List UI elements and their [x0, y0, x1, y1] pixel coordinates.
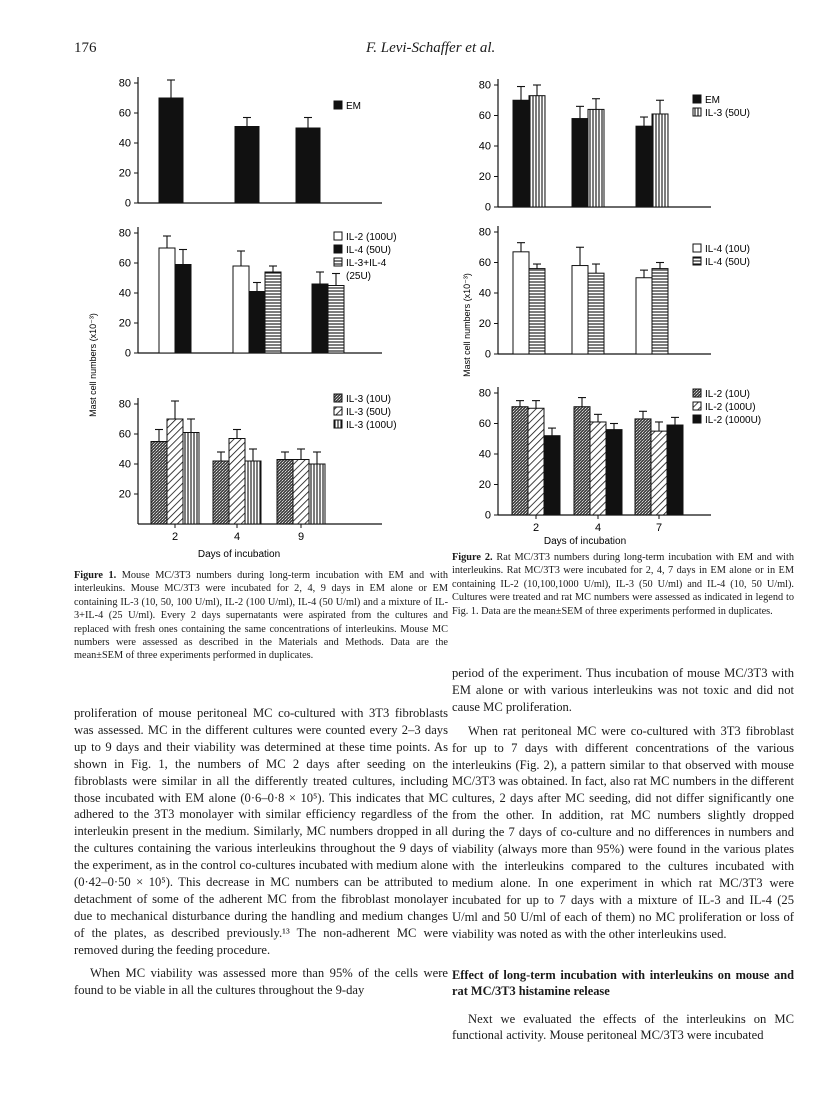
- left-column: [74, 705, 448, 998]
- legend-label-continued: (25U): [346, 271, 372, 282]
- x-tick-label: 4: [233, 531, 241, 543]
- y-tick-label: 40: [118, 458, 131, 471]
- y-tick-label: 20: [118, 488, 131, 501]
- legend-label: IL-3+IL-4: [346, 258, 387, 269]
- legend-label: IL-2 (10U): [705, 389, 751, 400]
- y-tick-label: 20: [478, 318, 491, 330]
- solid-box-icon: [334, 101, 342, 109]
- bar: [513, 100, 529, 207]
- figure-2-caption: [452, 551, 794, 618]
- figure-2-y-axis-label: Mast cell numbers (x10⁻³): [462, 273, 472, 377]
- bar: [296, 128, 320, 203]
- bar: [667, 425, 683, 515]
- bar: [293, 460, 309, 525]
- bar: [229, 439, 245, 525]
- bar: [590, 422, 606, 515]
- bar: [572, 266, 588, 354]
- figure-1-caption-label: Figure 1.: [74, 570, 117, 581]
- right-paragraph-2: When rat peritoneal MC were co-cultured with 3T3 fibroblast for up to 7 days with different concentrations of the various interleukins (Fig. 2), a pattern similar to that observed with mouse MC/3T3 was obtained. In fact, also rat MC numbers in the different cultures, 2 days after MC seeding, did not differ significantly one from the other. In addition, rat MC numbers slightly dropped during the 7 days of co-culture and no differences in numbers and viability (always more than 95%) were found in the various plates with the interleukins compared to the cultures incubated with medium alone. In one experiment in which rat MC/3T3 were incubated for up to 7 days with a mixture of IL-3 and IL-4 (25 U/ml and 50 U/ml of each of them) no MC proliferation or loss of viability was noted as with the other interleukins used.: [452, 723, 794, 941]
- bar: [544, 436, 560, 515]
- bar: [235, 127, 259, 204]
- bar: [183, 433, 199, 525]
- x-tick-label: 7: [655, 522, 663, 534]
- bar: [512, 407, 528, 515]
- bar: [574, 407, 590, 515]
- bar: [651, 431, 667, 515]
- open-box-icon: [334, 232, 342, 240]
- solid-box-icon: [693, 415, 701, 423]
- bar: [606, 430, 622, 515]
- bar: [529, 96, 545, 207]
- left-paragraph-1: proliferation of mouse peritoneal MC co-cultured with 3T3 fibroblasts was assessed. MC in the different cultures were counted every 2–3 days up to 9 days and their viability was determined at these time points. As shown in Fig. 1, the numbers of MC 2 days after seeding on the fibroblasts were similar in all the differently treated cultures, including those incubated with EM alone (0·6–0·8 × 10⁵). This indicates that MC adhered to the 3T3 monolayer with similar efficiency regardless of the interleukin present in the medium. Similarly, MC numbers dropped in all the cultures containing the various interleukins throughout the 9 days of the experiment, as in the control co-cultures incubated with medium alone (0·42–0·50 × 10⁵). This decrease in MC numbers can be attributed to detachment of some of the adherent MC from the fibroblast monolayer due to mechanical disturbance during the handling and medium changes of the plates, as described previously.¹³ The non-adherent MC were removed during the feeding procedure.: [74, 706, 448, 957]
- y-tick-label: 40: [478, 287, 491, 300]
- figure-1: [70, 65, 450, 565]
- vertical-hatch-box-icon: [693, 108, 701, 116]
- y-tick-label: 0: [484, 348, 491, 361]
- legend-label: IL-3 (10U): [346, 394, 392, 405]
- figure-1-x-axis-label: Days of incubation: [197, 549, 281, 560]
- dotted-box-icon: [334, 394, 342, 402]
- bar: [588, 273, 604, 354]
- right-column: [452, 665, 794, 1044]
- bar: [312, 284, 328, 353]
- figure-1-panel-c: [119, 394, 397, 543]
- solid-box-icon: [334, 245, 342, 253]
- bar: [249, 292, 265, 354]
- y-tick-label: 20: [118, 317, 131, 330]
- y-tick-label: 20: [478, 479, 491, 491]
- horizontal-hatch-box-icon: [693, 257, 701, 265]
- legend-label: EM: [346, 101, 361, 112]
- y-tick-label: 80: [478, 226, 491, 239]
- legend-label: IL-2 (1000U): [705, 415, 762, 426]
- bar: [159, 248, 175, 353]
- bar: [265, 272, 281, 353]
- bar: [636, 278, 652, 354]
- legend-label: IL-2 (100U): [705, 402, 756, 413]
- figure-1-panel-b: [119, 227, 397, 360]
- bar: [151, 442, 167, 525]
- bar: [328, 286, 344, 354]
- bar: [213, 461, 229, 524]
- right-paragraph-1: period of the experiment. Thus incubation of mouse MC/3T3 with EM alone or with various interleukins was not toxic and did not cause MC proliferation.: [452, 666, 794, 714]
- left-paragraph-2: When MC viability was assessed more than 95% of the cells were found to be viable in all the cultures throughout the 9-day: [74, 965, 448, 997]
- y-tick-label: 0: [484, 509, 491, 522]
- x-tick-label: 9: [297, 531, 305, 543]
- y-tick-label: 0: [124, 197, 131, 210]
- y-tick-label: 80: [478, 387, 491, 400]
- figure-2-panel-b: [479, 226, 750, 361]
- bar: [233, 266, 249, 353]
- figure-2-x-axis-label: Days of incubation: [543, 536, 627, 547]
- figure-2-panel-a: [479, 79, 750, 214]
- figure-2-panel-c: [479, 387, 761, 534]
- horizontal-hatch-box-icon: [334, 258, 342, 266]
- diagonal-hatch-box-icon: [693, 402, 701, 410]
- bar: [277, 460, 293, 525]
- figure-2-caption-label: Figure 2.: [452, 552, 493, 563]
- bar: [588, 109, 604, 207]
- bar: [245, 461, 261, 524]
- section-heading: Effect of long-term incubation with interleukins on mouse and rat MC/3T3 histamine release: [452, 967, 794, 998]
- legend-label: IL-4 (50U): [346, 245, 392, 256]
- legend-label: IL-3 (50U): [705, 108, 751, 119]
- bar: [175, 265, 191, 354]
- legend-label: IL-3 (50U): [346, 407, 392, 418]
- y-tick-label: 80: [118, 398, 131, 411]
- bar: [159, 98, 183, 203]
- vertical-hatch-box-icon: [334, 420, 342, 428]
- y-tick-label: 80: [118, 77, 131, 90]
- y-tick-label: 60: [478, 257, 491, 269]
- bar: [513, 252, 529, 354]
- legend-label: IL-2 (100U): [346, 232, 397, 243]
- y-tick-label: 40: [478, 140, 491, 153]
- y-tick-label: 60: [478, 418, 491, 430]
- open-box-icon: [693, 244, 701, 252]
- bar: [652, 114, 668, 207]
- y-tick-label: 80: [478, 79, 491, 92]
- bar: [636, 126, 652, 207]
- page-number: 176: [74, 40, 97, 56]
- y-tick-label: 0: [484, 201, 491, 214]
- y-tick-label: 40: [118, 287, 131, 300]
- legend-label: IL-4 (10U): [705, 244, 751, 255]
- figure-1-caption-text: Mouse MC/3T3 numbers during long-term incubation with EM and with interleukins. Mouse MC/3T3 were incubated for 2, 4, 9 days in EM alone or EM containing IL-3 (10, 50, 100 U/ml), IL-2 (100 U/ml), IL-4 (50 U/ml) and a mixture of IL-3+IL-4 (25 U/ml). Every 2 days supernatants were aspirated from the cultures and replaced with fresh ones containing the same concentrations of interleukins. Mouse MC numbers were assessed as described in the Materials and Methods. Data are the mean±SEM of three experiments performed in duplicates.: [74, 570, 448, 662]
- y-tick-label: 60: [118, 257, 131, 270]
- y-tick-label: 0: [124, 347, 131, 360]
- y-tick-label: 40: [118, 137, 131, 150]
- y-tick-label: 60: [118, 428, 131, 441]
- bar: [572, 119, 588, 207]
- bar: [309, 464, 325, 524]
- dotted-box-icon: [693, 389, 701, 397]
- figure-2: [448, 65, 788, 550]
- legend-label: IL-4 (50U): [705, 257, 751, 268]
- bar: [528, 408, 544, 515]
- legend-label: EM: [705, 95, 720, 106]
- figure-2-caption-text: Rat MC/3T3 numbers during long-term incubation with EM and with interleukins. Rat MC/3T3 were incubated for 2, 4, 7 days in EM alone or in EM containing IL-2 (10,100,1000 U/ml), IL-3 (50 U/ml) and IL-4 (10, 50 U/ml). Cultures were treated and rat MC numbers were assessed as indicated in legend to Fig. 1. Data are the mean±SEM of three experiments performed in duplicates.: [452, 552, 795, 617]
- legend-label: IL-3 (100U): [346, 420, 397, 431]
- y-tick-label: 20: [478, 171, 491, 183]
- y-tick-label: 60: [118, 107, 131, 120]
- bar: [529, 269, 545, 354]
- y-tick-label: 20: [118, 167, 131, 180]
- y-tick-label: 80: [118, 227, 131, 240]
- x-tick-label: 2: [171, 531, 179, 543]
- figure-1-y-axis-label: Mast cell numbers (x10⁻³): [88, 313, 98, 417]
- running-title: F. Levi-Schaffer et al.: [366, 40, 496, 56]
- right-paragraph-3: Next we evaluated the effects of the interleukins on MC functional activity. Mouse peritoneal MC/3T3 were incubated: [452, 1011, 794, 1043]
- solid-box-icon: [693, 95, 701, 103]
- bar: [635, 419, 651, 515]
- bar: [652, 269, 668, 354]
- figure-1-panel-a: [119, 77, 382, 210]
- y-tick-label: 40: [478, 448, 491, 461]
- diagonal-hatch-box-icon: [334, 407, 342, 415]
- bar: [167, 419, 183, 524]
- x-tick-label: 2: [532, 522, 540, 534]
- y-tick-label: 60: [478, 110, 491, 122]
- figure-1-caption: [74, 569, 448, 663]
- x-tick-label: 4: [594, 522, 602, 534]
